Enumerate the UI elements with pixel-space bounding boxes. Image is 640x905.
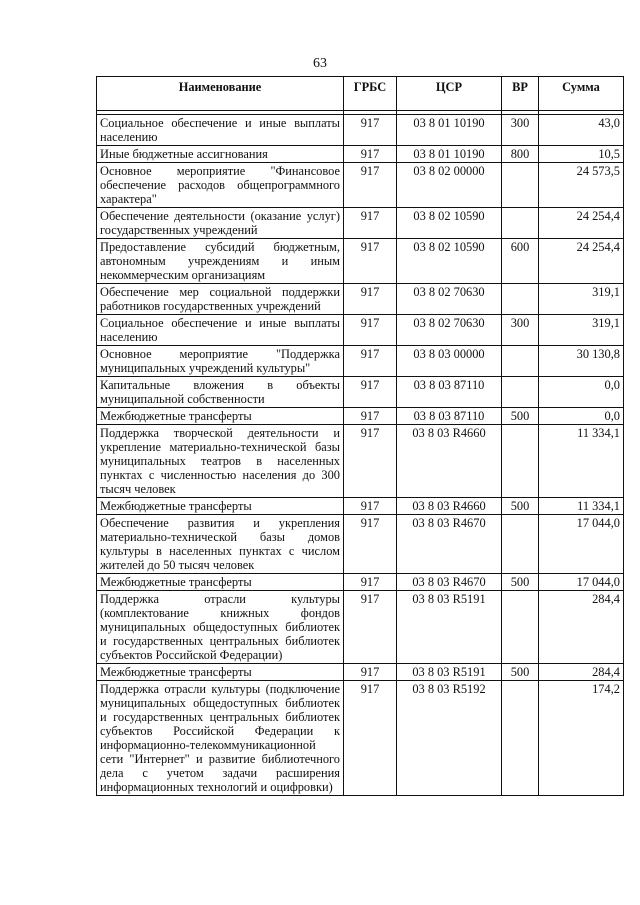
cell-grbs: 917 xyxy=(344,591,397,664)
cell-csr: 03 8 02 70630 xyxy=(397,284,502,315)
header-name: Наименование xyxy=(97,77,344,111)
cell-csr: 03 8 01 10190 xyxy=(397,115,502,146)
cell-vr xyxy=(502,163,539,208)
cell-name: Межбюджетные трансферты xyxy=(97,408,344,425)
cell-sum: 284,4 xyxy=(539,664,624,681)
cell-grbs: 917 xyxy=(344,163,397,208)
cell-grbs: 917 xyxy=(344,664,397,681)
cell-csr: 03 8 02 10590 xyxy=(397,208,502,239)
cell-vr xyxy=(502,591,539,664)
cell-csr: 03 8 03 R4670 xyxy=(397,515,502,574)
cell-grbs: 917 xyxy=(344,574,397,591)
table-row xyxy=(97,115,624,146)
cell-name: Социальное обеспечение и иные выплаты населению xyxy=(97,115,344,146)
cell-csr: 03 8 03 R4660 xyxy=(397,498,502,515)
cell-grbs: 917 xyxy=(344,284,397,315)
cell-sum: 10,5 xyxy=(539,146,624,163)
cell-grbs: 917 xyxy=(344,425,397,498)
cell-name: Предоставление субсидий бюджетным, автономным учреждениям и иным некоммерческим организациям xyxy=(97,239,344,284)
cell-grbs: 917 xyxy=(344,515,397,574)
cell-vr: 300 xyxy=(502,315,539,346)
cell-name: Обеспечение деятельности (оказание услуг) государственных учреждений xyxy=(97,208,344,239)
table-row xyxy=(97,208,624,239)
cell-sum: 0,0 xyxy=(539,408,624,425)
cell-grbs: 917 xyxy=(344,115,397,146)
cell-vr: 500 xyxy=(502,574,539,591)
cell-csr: 03 8 02 70630 xyxy=(397,315,502,346)
budget-table xyxy=(96,76,624,796)
table-row xyxy=(97,591,624,664)
cell-sum: 17 044,0 xyxy=(539,574,624,591)
table-row xyxy=(97,239,624,284)
cell-csr: 03 8 03 R5192 xyxy=(397,681,502,796)
cell-sum: 24 573,5 xyxy=(539,163,624,208)
table-row xyxy=(97,515,624,574)
cell-sum: 24 254,4 xyxy=(539,239,624,284)
cell-csr: 03 8 03 R5191 xyxy=(397,664,502,681)
cell-vr: 500 xyxy=(502,498,539,515)
header-vr: ВР xyxy=(502,77,539,111)
table-row xyxy=(97,664,624,681)
cell-sum: 30 130,8 xyxy=(539,346,624,377)
cell-vr xyxy=(502,515,539,574)
table-row xyxy=(97,574,624,591)
cell-vr: 600 xyxy=(502,239,539,284)
cell-name: Иные бюджетные ассигнования xyxy=(97,146,344,163)
cell-name: Межбюджетные трансферты xyxy=(97,574,344,591)
table-row xyxy=(97,498,624,515)
cell-grbs: 917 xyxy=(344,408,397,425)
cell-name: Основное мероприятие "Поддержка муниципальных учреждений культуры" xyxy=(97,346,344,377)
table-row xyxy=(97,377,624,408)
cell-csr: 03 8 01 10190 xyxy=(397,146,502,163)
cell-grbs: 917 xyxy=(344,681,397,796)
header-sum: Сумма xyxy=(539,77,624,111)
cell-name: Межбюджетные трансферты xyxy=(97,664,344,681)
cell-sum: 17 044,0 xyxy=(539,515,624,574)
cell-vr xyxy=(502,681,539,796)
table-row xyxy=(97,284,624,315)
table-row xyxy=(97,146,624,163)
table-row xyxy=(97,163,624,208)
table-row xyxy=(97,681,624,796)
cell-name: Межбюджетные трансферты xyxy=(97,498,344,515)
cell-grbs: 917 xyxy=(344,208,397,239)
cell-vr xyxy=(502,284,539,315)
cell-vr xyxy=(502,425,539,498)
cell-name: Обеспечение развития и укрепления материально-технической базы домов культуры в населенных пунктах с числом жителей до 50 тысяч человек xyxy=(97,515,344,574)
header-csr: ЦСР xyxy=(397,77,502,111)
cell-sum: 319,1 xyxy=(539,284,624,315)
cell-name: Поддержка отрасли культуры (подключение муниципальных общедоступных библиотек и государственных центральных библиотек субъектов Российской Федерации к информационно-телекоммуникационной сети "Интернет" и развитие библиотечного дела с учетом задачи расширения информационных технологий и оцифровки) xyxy=(97,681,344,796)
cell-csr: 03 8 03 R5191 xyxy=(397,591,502,664)
cell-sum: 43,0 xyxy=(539,115,624,146)
cell-name: Обеспечение мер социальной поддержки работников государственных учреждений xyxy=(97,284,344,315)
cell-csr: 03 8 03 00000 xyxy=(397,346,502,377)
table-row xyxy=(97,315,624,346)
page-number: 63 xyxy=(313,56,327,71)
cell-grbs: 917 xyxy=(344,346,397,377)
table-body xyxy=(97,115,624,796)
header-grbs: ГРБС xyxy=(344,77,397,111)
cell-sum: 11 334,1 xyxy=(539,498,624,515)
cell-name: Капитальные вложения в объекты муниципальной собственности xyxy=(97,377,344,408)
cell-csr: 03 8 03 R4670 xyxy=(397,574,502,591)
cell-name: Поддержка творческой деятельности и укрепление материально-технической базы муниципальных театров в населенных пунктах с численностью населения до 300 тысяч человек xyxy=(97,425,344,498)
cell-vr: 500 xyxy=(502,664,539,681)
cell-csr: 03 8 03 R4660 xyxy=(397,425,502,498)
cell-vr xyxy=(502,346,539,377)
cell-sum: 284,4 xyxy=(539,591,624,664)
table-header-row xyxy=(97,77,624,111)
cell-vr: 300 xyxy=(502,115,539,146)
cell-sum: 11 334,1 xyxy=(539,425,624,498)
cell-name: Социальное обеспечение и иные выплаты населению xyxy=(97,315,344,346)
cell-grbs: 917 xyxy=(344,239,397,284)
cell-grbs: 917 xyxy=(344,498,397,515)
cell-name: Основное мероприятие "Финансовое обеспечение расходов общепрограммного характера" xyxy=(97,163,344,208)
table-row xyxy=(97,425,624,498)
cell-sum: 0,0 xyxy=(539,377,624,408)
cell-sum: 319,1 xyxy=(539,315,624,346)
table-row xyxy=(97,346,624,377)
cell-sum: 174,2 xyxy=(539,681,624,796)
cell-vr xyxy=(502,377,539,408)
cell-csr: 03 8 02 00000 xyxy=(397,163,502,208)
cell-grbs: 917 xyxy=(344,315,397,346)
cell-csr: 03 8 03 87110 xyxy=(397,408,502,425)
cell-vr: 800 xyxy=(502,146,539,163)
cell-grbs: 917 xyxy=(344,146,397,163)
cell-grbs: 917 xyxy=(344,377,397,408)
cell-vr xyxy=(502,208,539,239)
cell-name: Поддержка отрасли культуры (комплектование книжных фондов муниципальных общедоступных библиотек и государственных центральных библиотек субъектов Российской Федерации) xyxy=(97,591,344,664)
cell-csr: 03 8 03 87110 xyxy=(397,377,502,408)
table-row xyxy=(97,408,624,425)
cell-sum: 24 254,4 xyxy=(539,208,624,239)
cell-csr: 03 8 02 10590 xyxy=(397,239,502,284)
cell-vr: 500 xyxy=(502,408,539,425)
